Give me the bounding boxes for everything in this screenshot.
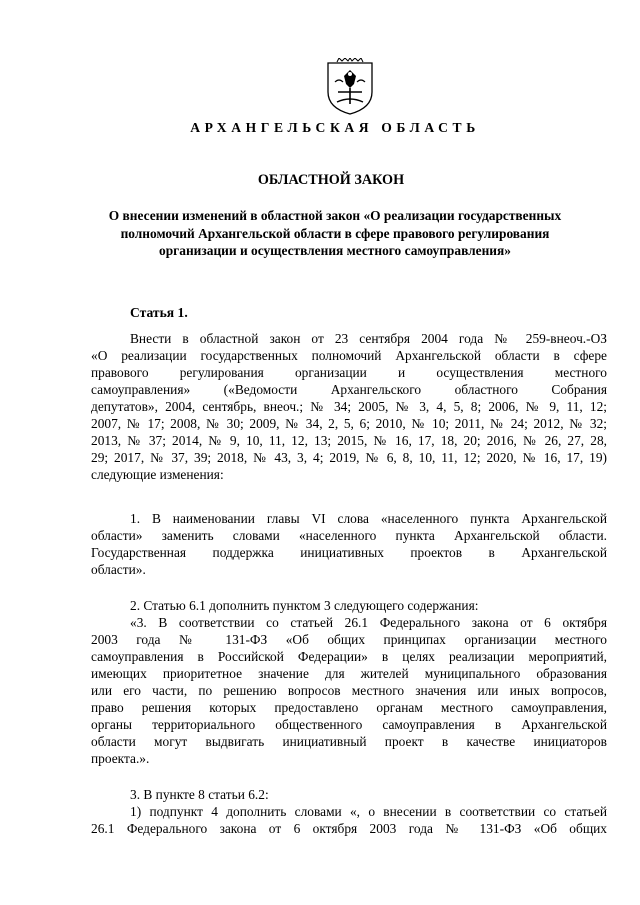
body-line: проекта.». <box>91 751 150 766</box>
region-name: АРХАНГЕЛЬСКАЯ ОБЛАСТЬ <box>190 120 480 135</box>
body-line: 2003 года № 131-ФЗ «Об общих принципах организации местного <box>91 632 607 647</box>
body-line: право решения которых предоставлено органам местного самоуправления, <box>91 700 607 715</box>
law-title-line: организации и осуществления местного самоуправления» <box>159 243 511 258</box>
body-line: области». <box>91 562 146 577</box>
law-title <box>95 207 575 260</box>
body-line: 29; 2017, № 37, 39; 2018, № 43, 3, 4; 2019, № 6, 8, 10, 11, 12; 2020, № 16, 17, 19) <box>91 450 607 465</box>
body-line: следующие изменения: <box>91 467 224 482</box>
body-line: 2. Статью 6.1 дополнить пунктом 3 следующего содержания: <box>130 598 479 613</box>
body-line: «3. В соответствии со статьей 26.1 Федерального закона от 6 октября <box>130 615 607 630</box>
body-line: 2013, № 37; 2014, № 9, 10, 11, 12, 13; 2015, № 16, 17, 18, 20; 2016, № 26, 27, 28, <box>91 433 607 448</box>
body-line: правового регулирования организации и осуществления местного <box>91 365 607 380</box>
body-line: или его части, по решению вопросов местного значения или иных вопросов, <box>91 683 607 698</box>
body-line: области» заменить словами «населенного пункта Архангельской области. <box>91 528 607 543</box>
body-line: области могут выдвигать инициативный проект в качестве инициаторов <box>91 734 607 749</box>
coat-of-arms-icon <box>325 58 375 116</box>
body-line: органы территориального общественного самоуправления в Архангельской <box>91 717 607 732</box>
body-line: депутатов», 2004, сентябрь, внеоч.; № 34; 2005, № 3, 4, 5, 8; 2006, № 9, 11, 12; <box>91 399 607 414</box>
body-line: Внести в областной закон от 23 сентября 2004 года № 259-внеоч.-ОЗ <box>130 331 607 346</box>
body-line: самоуправления в Российской Федерации» в целях реализации мероприятий, <box>91 649 607 664</box>
law-title-line: О внесении изменений в областной закон «О реализации государственных <box>108 208 562 223</box>
body-line: 2007, № 17; 2008, № 30; 2009, № 34, 2, 5, 6; 2010, № 10; 2011, № 24; 2012, № 32; <box>91 416 607 431</box>
body-line: 3. В пункте 8 статьи 6.2: <box>130 787 269 802</box>
body-line: «О реализации государственных полномочий Архангельской области в сфере <box>91 348 607 363</box>
body-line: 26.1 Федерального закона от 6 октября 2003 года № 131-ФЗ «Об общих <box>91 821 607 836</box>
law-type-heading: ОБЛАСТНОЙ ЗАКОН <box>257 172 405 188</box>
body-line: самоуправления» («Ведомости Архангельского областного Собрания <box>91 382 607 397</box>
body-line: 1) подпункт 4 дополнить словами «, о внесении в соответствии со статьей <box>130 804 607 819</box>
body-line: имеющих приоритетное значение для жителей муниципального образования <box>91 666 607 681</box>
law-title-line: полномочий Архангельской области в сфере правового регулирования <box>120 225 550 241</box>
body-line: 1. В наименовании главы VI слова «населенного пункта Архангельской <box>130 511 607 526</box>
article-heading: Статья 1. <box>130 305 188 320</box>
body-line: Государственная поддержка инициативных проектов в Архангельской <box>91 545 607 560</box>
